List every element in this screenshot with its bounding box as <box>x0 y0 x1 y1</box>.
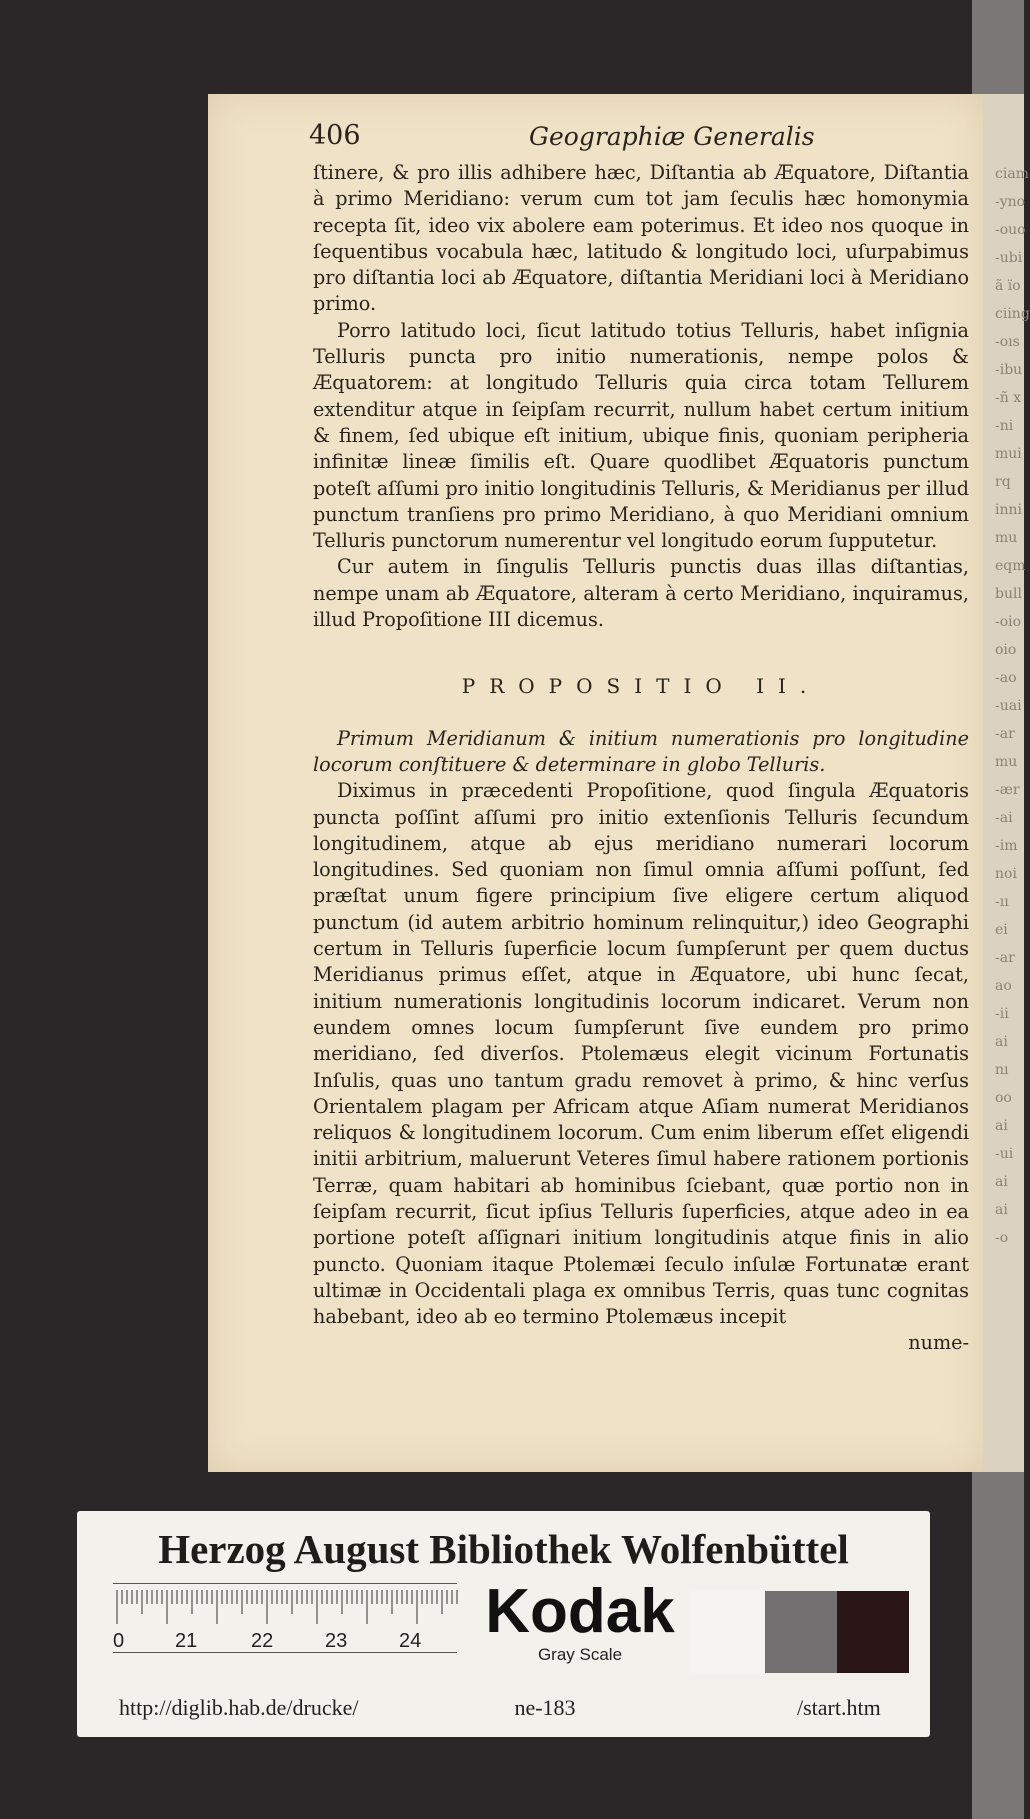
color-target-card <box>77 1511 930 1737</box>
ruler-numbers <box>113 1630 457 1652</box>
facing-page-fragment: -ñ x <box>995 390 1022 406</box>
facing-page-fragment: -ai <box>995 810 1013 826</box>
ruler-number: 24 <box>399 1630 422 1652</box>
proposition-statement: Primum Meridianum & initium numerationis pro longitudine locorum conſtituere & determinare in globo Telluris. <box>313 726 969 776</box>
facing-page-fragment: -ui <box>995 1146 1014 1162</box>
brand-subtitle: Gray Scale <box>537 1645 623 1664</box>
facing-page-fragment: nı <box>995 1062 1009 1078</box>
url-suffix: /start.htm <box>797 1695 881 1720</box>
facing-page-fragment: -ibu <box>995 362 1023 378</box>
source-url: http://diglib.hab.de/drucke/ <box>119 1695 359 1720</box>
facing-page-fragment: rq <box>995 474 1011 490</box>
facing-page-fragment: oio <box>995 642 1017 658</box>
ruler <box>113 1583 457 1653</box>
facing-page-fragment: ei <box>995 922 1008 938</box>
facing-page-fragment: inni <box>995 502 1022 518</box>
facing-page-fragment: -ar <box>995 950 1015 966</box>
gray-patch-mid <box>765 1591 837 1673</box>
facing-page-fragment: ã ïo <box>995 278 1021 294</box>
facing-page-edge <box>983 94 1030 1472</box>
ruler-number: 23 <box>325 1630 348 1652</box>
facing-page-fragment: mui <box>995 446 1022 462</box>
facing-page-fragment: -im <box>995 838 1018 854</box>
facing-page-fragment: eqm <box>995 558 1026 574</box>
facing-page-fragment: -ouo <box>995 222 1026 238</box>
catchword: nume- <box>908 1331 969 1355</box>
gray-patch-light <box>689 1591 765 1673</box>
facing-page-fragment: oo <box>995 1090 1012 1106</box>
library-name: Herzog August Bibliothek Wolfenbüttel <box>158 1526 849 1572</box>
facing-page-fragment: -ær <box>995 782 1020 798</box>
paragraph: Porro latitudo loci, ſicut latitudo totius Telluris, habet inſignia Telluris puncta pro initio numerationis, nempe polos & Æquatorem: at longitudo Telluris quia circa totam Tellurem extenditur atque in ſeipſam recurrit, nullum habet certum initium & finem, ſed ubique eſt initium, ubique finis, quoniam peripheria infinitæ lineæ ſimilis eſt. Quare quodlibet Æquatoris punctum poteſt aſſumi pro initio longitudinis Telluris, & Meridianus per illud punctum tranſiens pro primo Meridiano, à quo Meridiani omnium Telluris punctorum numerentur vel longitudo eorum ſupputetur. <box>313 318 969 553</box>
proposition-heading: PROPOSITIO II. <box>461 674 821 699</box>
running-head: Geographiæ Generalis <box>529 122 815 151</box>
facing-page-fragment: ai <box>995 1202 1008 1218</box>
facing-page-fragment: noi <box>995 866 1017 882</box>
gray-patch-dark <box>837 1591 909 1673</box>
facing-page-fragment: -o <box>995 1230 1009 1246</box>
facing-page-fragment: -ni <box>995 418 1014 434</box>
facing-page-fragment: bull <box>995 586 1022 602</box>
facing-page-fragment: -ıı <box>995 894 1009 910</box>
facing-page-fragment: mu <box>995 530 1018 546</box>
facing-page-fragment: ciing <box>995 306 1030 322</box>
ruler-number: 21 <box>175 1630 198 1652</box>
facing-page-fragment: -uai <box>995 698 1022 714</box>
facing-page-fragment: -ii <box>995 1006 1009 1022</box>
facing-page-fragment: -ar <box>995 726 1015 742</box>
page-header <box>309 120 979 160</box>
document-id: ne-183 <box>514 1695 576 1720</box>
facing-page-fragment: -oio <box>995 614 1022 630</box>
ruler-ticks <box>113 1590 457 1626</box>
brand-logo: Kodak <box>485 1577 675 1646</box>
paragraph: Cur autem in ſingulis Telluris punctis duas illas diſtantias, nempe unam ab Æquatore, alteram à certo Meridiano, inquiramus, illud Propoſitione III dicemus. <box>313 555 969 632</box>
facing-page-fragment: mu <box>995 754 1018 770</box>
facing-page-fragment: ai <box>995 1118 1008 1134</box>
facing-page-fragment: ai <box>995 1034 1008 1050</box>
ruler-number: 22 <box>251 1630 274 1652</box>
facing-page-fragment: ai <box>995 1174 1008 1190</box>
facing-page-fragment: ao <box>995 978 1012 994</box>
paragraph: Diximus in præcedenti Propoſitione, quod ſingula Æquatoris puncta poſſint aſſumi pro initio extenſionis Telluris ſecundum longitudinem, atque ab ejus meridiano numerari locorum longitudines. Sed quoniam non ſimul omnia aſſumi poſſunt, ſed præſtat unum figere principium ſive eligere certum aliquod punctum (id autem arbitrio hominum relinquitur,) ideo Geographi certum in Telluris ſuperficie locum ſumpſerunt per quem ductus Meridianus primus eſſet, atque in Æquatore, ubi hunc ſecat, initium numerationis longitudinis locorum indicaret. Verum non eundem omnes locum ſumpſerunt ſive eundem pro primo meridiano, ſed diverſos. Ptolemæus elegit vicinum Fortunatis Inſulis, quas uno tantum gradu removet à primo, & hinc verſus Orientalem plagam per Africam atque Aſiam numerat Meridianos reliquos & longitudinem locorum. Cum enim liberum eſſet eligendi initii arbitrium, maluerunt Veteres ſimul habere rationem portionis Terræ, quam habitari ab hominibus ſciebant, quæ portio non in ſeipſam recurrit, ſicut ipſius Telluris ſuperficies, atque adeo in ea portione poteſt aſſignari initium longitudinis atque finis in alio puncto. Quoniam itaque Ptolemæi ſeculo inſulæ Fortunatæ erant ultimæ in Occidentali plaga ex omnibus Terris, quas tunc cognitas habebant, ideo ab eo termino Ptolemæus incepit <box>313 779 969 1329</box>
page-body <box>313 160 969 1357</box>
facing-page-fragments <box>989 94 1030 1252</box>
ruler-number: 0 <box>113 1630 125 1652</box>
facing-page-fragment: ciam <box>995 166 1029 182</box>
facing-page-fragment: -yno <box>995 194 1026 210</box>
facing-page-fragment: -ao <box>995 670 1017 686</box>
facing-page-fragment: -ubi <box>995 250 1023 266</box>
paragraph: ſtinere, & pro illis adhibere hæc, Diſtantia ab Æquatore, Diſtantia à primo Meridiano: verum cum tot jam ſeculis hæc homonymia recepta ſit, ideo vix abolere eam poterimus. Et ideo nos quoque in ſequentibus vocabula hæc, latitudo & longitudo loci, uſurpabimus pro diſtantia loci ab Æquatore, diſtantia Meridiani loci à Meridiano primo. <box>313 161 969 316</box>
facing-page-fragment: -oıs <box>995 334 1020 350</box>
page-number: 406 <box>309 120 361 151</box>
